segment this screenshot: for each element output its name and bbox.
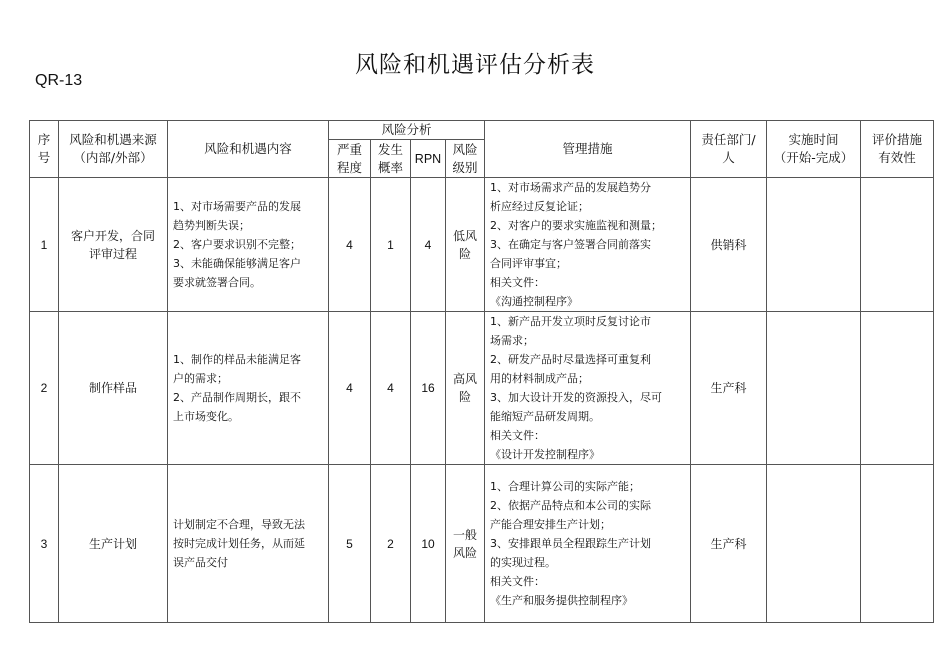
header-probability: 发生 概率 xyxy=(371,140,411,178)
header-measures: 管理措施 xyxy=(485,121,691,178)
table-row xyxy=(30,465,934,623)
row-source: 客户开发，合同 评审过程 xyxy=(59,178,168,312)
row-content: 计划制定不合理，导致无法 按时完成计划任务，从而延 误产品交付 xyxy=(168,465,329,623)
row-rpn: 16 xyxy=(411,312,446,465)
table-row xyxy=(30,312,934,465)
row-dept: 供销科 xyxy=(691,178,767,312)
row-content: 1、对市场需要产品的发展 趋势判断失误； 2、客户要求识别不完整； 3、未能确保能够满足客户 要求就签署合同。 xyxy=(168,178,329,312)
table-row xyxy=(30,178,934,312)
row-level: 一般 风险 xyxy=(446,465,485,623)
row-time xyxy=(767,178,861,312)
header-dept: 责任部门/ 人 xyxy=(691,121,767,178)
row-severity: 4 xyxy=(329,178,371,312)
row-time xyxy=(767,312,861,465)
row-source: 生产计划 xyxy=(59,465,168,623)
header-severity: 严重 程度 xyxy=(329,140,371,178)
row-measures: 1、对市场需求产品的发展趋势分 析应经过反复论证； 2、对客户的要求实施监视和测量； 3、在确定与客户签署合同前落实 合同评审事宜； 相关文件： 《沟通控制程序》 xyxy=(485,178,691,312)
row-measures: 1、合理计算公司的实际产能； 2、依据产品特点和本公司的实际 产能合理安排生产计划； 3、安排跟单员全程跟踪生产计划 的实现过程。 相关文件： 《生产和服务提供控制程序》 xyxy=(485,465,691,623)
row-rpn: 4 xyxy=(411,178,446,312)
row-dept: 生产科 xyxy=(691,465,767,623)
row-level: 低风 险 xyxy=(446,178,485,312)
header-seq: 序 号 xyxy=(30,121,59,178)
header-level: 风险 级别 xyxy=(446,140,485,178)
row-eval xyxy=(861,465,934,623)
row-probability: 2 xyxy=(371,465,411,623)
document-code: QR-13 xyxy=(35,72,83,89)
row-eval xyxy=(861,178,934,312)
row-level: 高风 险 xyxy=(446,312,485,465)
row-probability: 1 xyxy=(371,178,411,312)
row-measures: 1、新产品开发立项时反复讨论市 场需求； 2、研发产品时尽量选择可重复利 用的材料制成产品； 3、加大设计开发的资源投入，尽可 能缩短产品研发周期。 相关文件： 《设计开发控制程序》 xyxy=(485,312,691,465)
header-rpn: RPN xyxy=(411,140,446,178)
page-title: 风险和机遇评估分析表 xyxy=(355,52,595,78)
row-eval xyxy=(861,312,934,465)
header-content: 风险和机遇内容 xyxy=(168,121,329,178)
header-eval: 评价措施 有效性 xyxy=(861,121,934,178)
row-content: 1、制作的样品未能满足客 户的需求； 2、产品制作周期长，跟不 上市场变化。 xyxy=(168,312,329,465)
row-seq: 2 xyxy=(30,312,59,465)
row-time xyxy=(767,465,861,623)
row-rpn: 10 xyxy=(411,465,446,623)
row-seq: 3 xyxy=(30,465,59,623)
row-severity: 4 xyxy=(329,312,371,465)
header-source: 风险和机遇来源 （内部/外部） xyxy=(59,121,168,178)
row-dept: 生产科 xyxy=(691,312,767,465)
row-seq: 1 xyxy=(30,178,59,312)
row-source: 制作样品 xyxy=(59,312,168,465)
row-probability: 4 xyxy=(371,312,411,465)
header-time: 实施时间 （开始-完成） xyxy=(767,121,861,178)
row-severity: 5 xyxy=(329,465,371,623)
risk-assessment-table xyxy=(29,120,934,623)
header-risk-analysis: 风险分析 xyxy=(329,121,485,140)
